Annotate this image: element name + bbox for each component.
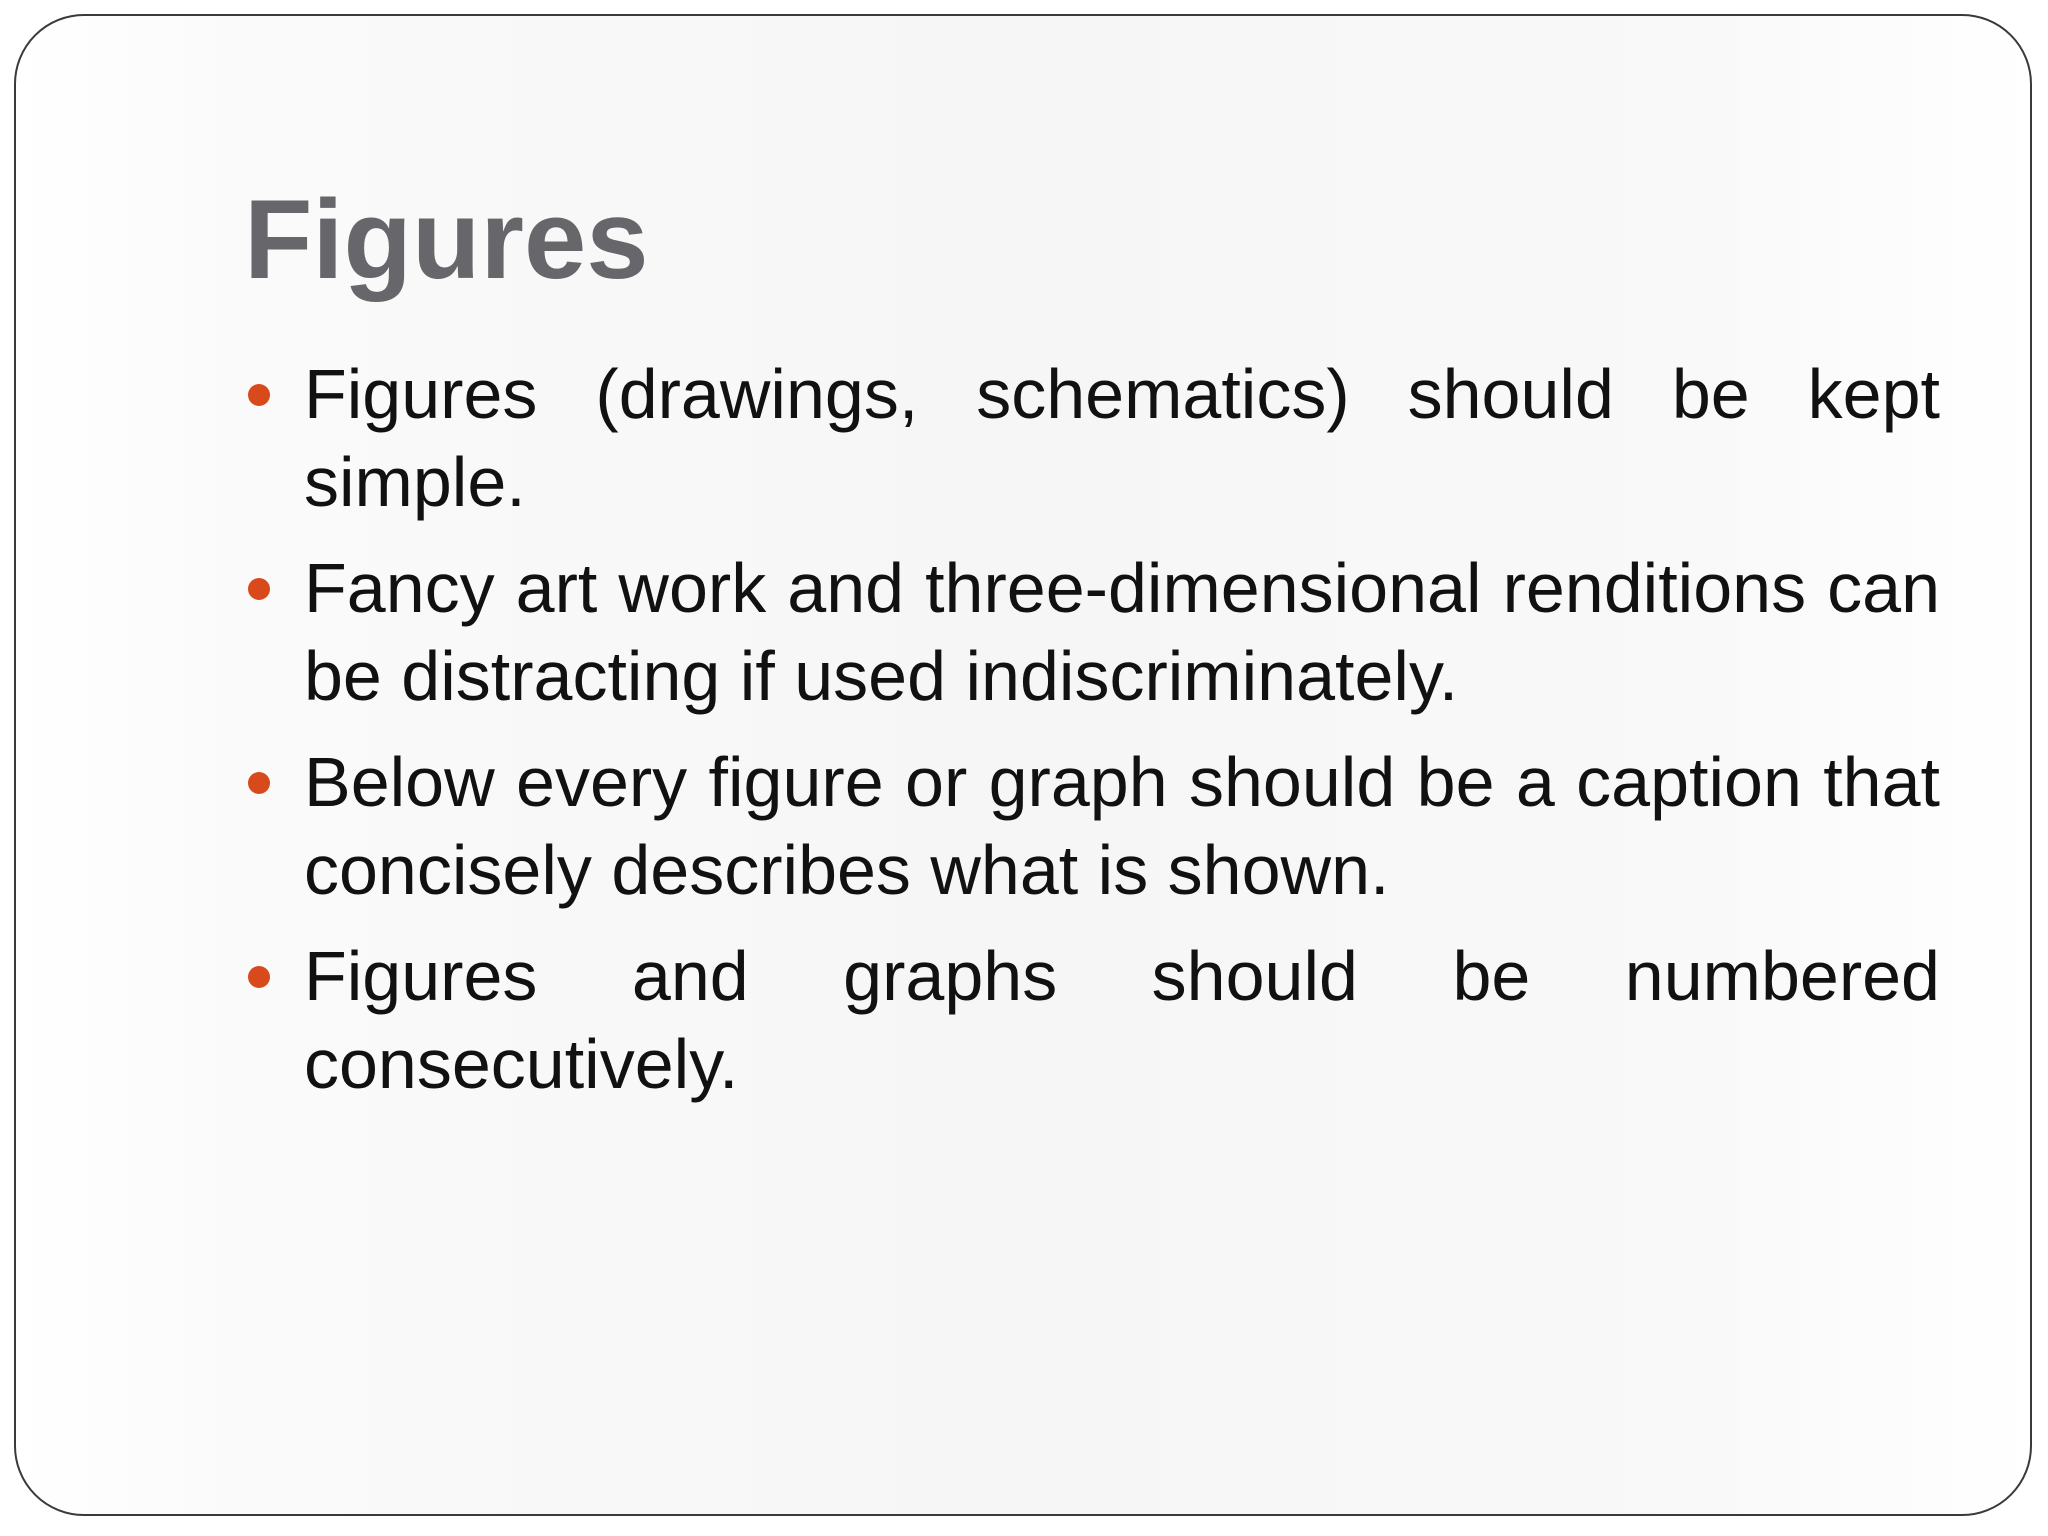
bullet-text: Figures and graphs should be numbered consecutively.: [304, 937, 1940, 1103]
bullet-item: [244, 544, 1940, 720]
bullet-dot-icon: [248, 384, 270, 406]
bullet-text: Figures (drawings, schematics) should be kept simple.: [304, 355, 1940, 521]
bullet-text: Below every figure or graph should be a caption that concisely describes what is shown.: [304, 743, 1940, 909]
bullet-item: [244, 350, 1940, 526]
bullet-list: [244, 350, 1940, 1126]
bullet-dot-icon: [248, 772, 270, 794]
slide: [14, 14, 2032, 1516]
bullet-item: [244, 932, 1940, 1108]
slide-title: Figures: [244, 177, 649, 302]
bullet-dot-icon: [248, 578, 270, 600]
bullet-text: Fancy art work and three-dimensional renditions can be distracting if used indiscriminately.: [304, 549, 1940, 715]
bullet-item: [244, 738, 1940, 914]
bullet-dot-icon: [248, 966, 270, 988]
